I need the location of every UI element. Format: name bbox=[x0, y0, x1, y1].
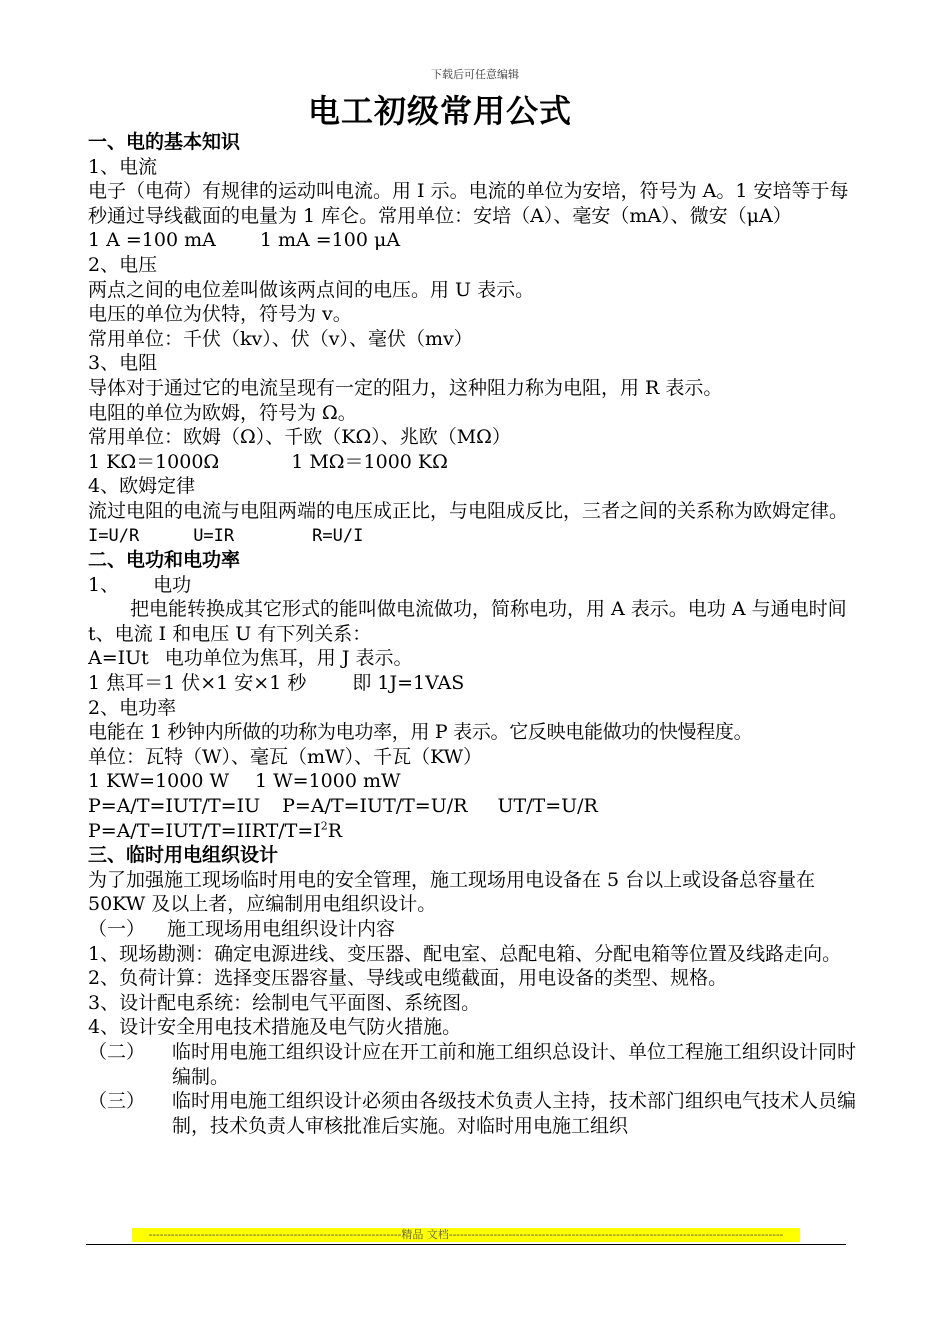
footer-rule bbox=[86, 1244, 846, 1245]
subheading-current: 1、电流 bbox=[88, 155, 158, 178]
formula-power-2c: UT/T=U/R bbox=[497, 795, 598, 818]
formula-resistance-2: 1 MΩ＝1000 KΩ bbox=[291, 450, 448, 473]
formula-w: 1 W=1000 mW bbox=[255, 770, 401, 793]
formula-power-3-end: R bbox=[327, 819, 343, 842]
formula-ohm-3: R=U/I bbox=[312, 525, 364, 546]
subsection-1 bbox=[88, 917, 860, 942]
list-item-survey: 1、现场勘测：确定电源进线、变压器、配电室、总配电箱、分配电箱等位置及线路走向。 bbox=[88, 942, 842, 965]
formula-resistance-1: 1 KΩ＝1000Ω bbox=[88, 450, 220, 473]
list-item-safety: 4、设计安全用电技术措施及电气防火措施。 bbox=[88, 1016, 462, 1039]
formula-joule-note: 即 1J=1VAS bbox=[352, 672, 465, 695]
paragraph-resistance-1: 导体对于通过它的电流呈现有一定的阻力，这种阻力称为电阻，用 R 表示。 bbox=[88, 376, 723, 399]
list-item-load-calc: 2、负荷计算：选择变压器容量、导线或电缆截面，用电设备的类型、规格。 bbox=[88, 967, 728, 990]
subheading-resistance: 3、电阻 bbox=[88, 352, 158, 375]
footer-dashes-left: -------------------------------------------------------------------- bbox=[148, 1228, 402, 1241]
section-heading-temp-power-design: 三、临时用电组织设计 bbox=[88, 844, 279, 867]
subheading-work-title: 电功 bbox=[153, 573, 192, 596]
paragraph-power-units: 单位：瓦特（W）、毫瓦（mW）、千瓦（KW） bbox=[88, 745, 483, 768]
subheading-voltage: 2、电压 bbox=[88, 253, 158, 276]
formula-power-units bbox=[88, 769, 860, 794]
formula-ohm-2: U=IR bbox=[193, 525, 235, 546]
list-item-distribution: 3、设计配电系统：绘制电气平面图、系统图。 bbox=[88, 991, 481, 1014]
paragraph-voltage-2: 电压的单位为伏特，符号为 v。 bbox=[88, 303, 352, 326]
formula-power-2a: P=A/T=IUT/T=IU bbox=[88, 795, 261, 818]
formula-work-1 bbox=[88, 646, 860, 671]
footer-dashes-right: ------------------------------------------------------------------------------------------ bbox=[448, 1228, 784, 1241]
paragraph-resistance-2: 电阻的单位为欧姆，符号为 Ω。 bbox=[88, 401, 357, 424]
formula-current bbox=[88, 228, 860, 253]
subsection-3 bbox=[88, 1089, 860, 1138]
formula-power-3 bbox=[88, 819, 860, 844]
subsection-1-text: 施工现场用电组织设计内容 bbox=[167, 918, 396, 940]
formula-work-2 bbox=[88, 671, 860, 696]
paragraph-ohm-law: 流过电阻的电流与电阻两端的电压成正比，与电阻成反比，三者之间的关系称为欧姆定律。 bbox=[88, 499, 849, 522]
document-body bbox=[88, 130, 860, 1138]
paragraph-resistance-3: 常用单位：欧姆（Ω）、千欧（KΩ）、兆欧（MΩ） bbox=[88, 426, 511, 449]
subsection-2 bbox=[88, 1040, 860, 1089]
formula-power-3-main: P=A/T=IUT/T=IIRT/T=I bbox=[88, 819, 321, 842]
subsection-2-text: 临时用电施工组织设计应在开工前和施工组织总设计、单位工程施工组织设计同时编制。 bbox=[172, 1040, 857, 1088]
subheading-ohm-law: 4、欧姆定律 bbox=[88, 475, 196, 498]
paragraph-work: 把电能转换成其它形式的能叫做电流做功，简称电功，用 A 表示。电功 A 与通电时间 t、电流 I 和电压 U 有下列关系： bbox=[88, 598, 847, 645]
paragraph-power: 电能在 1 秒钟内所做的功称为电功率，用 P 表示。它反映电能做功的快慢程度。 bbox=[88, 721, 753, 744]
formula-joule: 1 焦耳＝1 伏×1 安×1 秒 bbox=[88, 672, 307, 695]
subheading-power: 2、电功率 bbox=[88, 696, 177, 719]
section-heading-basics: 一、电的基本知识 bbox=[88, 131, 241, 153]
formula-work-eq: A=IUt bbox=[88, 647, 149, 670]
formula-current-1: 1 A =100 mA bbox=[88, 229, 216, 252]
subsection-3-text: 临时用电施工组织设计必须由各级技术负责人主持，技术部门组织电气技术人员编制，技术负责人审核批准后实施。对临时用电施工组织 bbox=[172, 1090, 857, 1137]
paragraph-voltage-1: 两点之间的电位差叫做该两点间的电压。用 U 表示。 bbox=[88, 278, 535, 301]
subsection-2-label: （二） bbox=[88, 1040, 146, 1063]
paragraph-voltage-3: 常用单位：千伏（kv）、伏（v）、毫伏（mv） bbox=[88, 327, 473, 350]
header-note: 下载后可任意编辑 bbox=[431, 68, 519, 81]
subheading-work bbox=[88, 573, 860, 598]
formula-current-2: 1 mA =100 μA bbox=[259, 229, 401, 252]
subsection-1-label: （一） bbox=[88, 918, 146, 940]
formula-power-3-exponent: 2 bbox=[320, 819, 328, 833]
paragraph-current: 电子（电荷）有规律的运动叫电流。用 I 示。电流的单位为安培，符号为 A。1 安培等于每秒通过导线截面的电量为 1 库仑。常用单位：安培（A）、毫安（mA）、微安（μA） bbox=[88, 180, 849, 227]
subsection-3-label: （三） bbox=[88, 1090, 146, 1113]
paragraph-temp-power-intro: 为了加强施工现场临时用电的安全管理，施工现场用电设备在 5 台以上或设备总容量在 50KW 及以上者，应编制用电组织设计。 bbox=[88, 868, 816, 916]
formula-power-2b: P=A/T=IUT/T=U/R bbox=[282, 795, 468, 818]
formula-kw: 1 KW=1000 W bbox=[88, 770, 230, 793]
section-heading-work-power: 二、电功和电功率 bbox=[88, 549, 241, 572]
formula-work-note: 电功单位为焦耳，用 J 表示。 bbox=[164, 647, 413, 670]
document-title: 电工初级常用公式 bbox=[307, 92, 572, 130]
formula-ohm-1: I=U/R bbox=[88, 525, 140, 546]
footer-label: 精品 文档 bbox=[401, 1228, 449, 1241]
formula-power-2 bbox=[88, 794, 860, 819]
subheading-work-number: 1、 bbox=[88, 573, 120, 596]
formula-resistance bbox=[88, 450, 860, 475]
formula-ohm-law bbox=[88, 524, 860, 549]
footer-banner bbox=[132, 1228, 800, 1242]
